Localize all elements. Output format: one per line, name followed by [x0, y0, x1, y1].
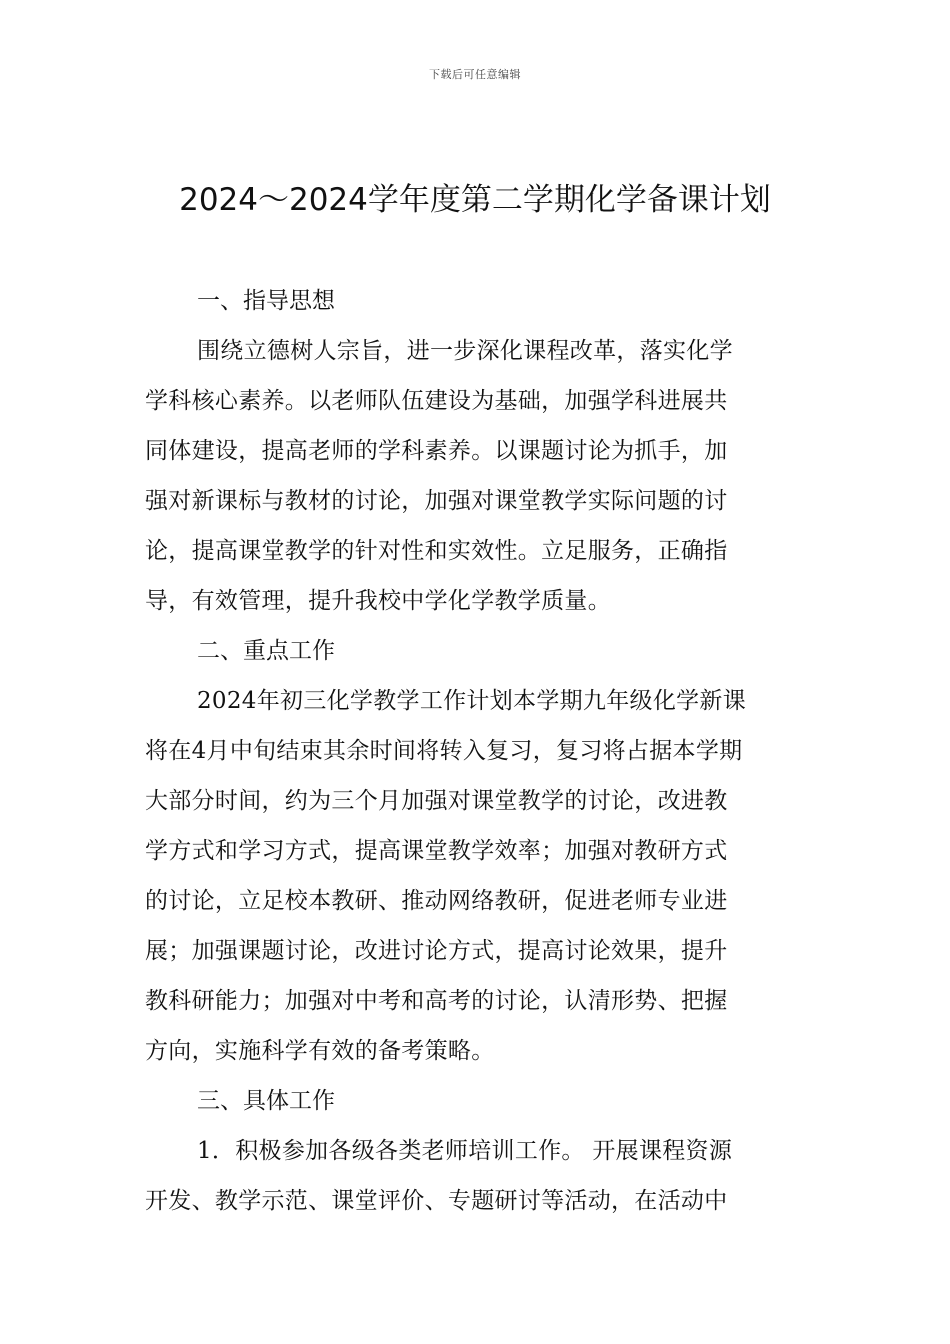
- section-paragraph-2: [145, 676, 810, 1076]
- paragraph-line: 方向，实施科学有效的备考策略。: [145, 1038, 495, 1064]
- section-paragraph-1: [145, 326, 810, 626]
- document-body: [145, 276, 810, 1226]
- paragraph-line: 开发、教学示范、课堂评价、专题研讨等活动，在活动中: [145, 1188, 728, 1214]
- paragraph-line: 同体建设，提高老师的学科素养。以课题讨论为抓手，加: [145, 438, 728, 464]
- paragraph-line: 将在4月中旬结束其余时间将转入复习，复习将占据本学期: [145, 738, 743, 764]
- paragraph-line: 展；加强课题讨论，改进讨论方式，提高讨论效果，提升: [145, 938, 728, 964]
- paragraph-line: 学科核心素养。以老师队伍建设为基础，加强学科进展共: [145, 388, 728, 414]
- paragraph-line: 教科研能力；加强对中考和高考的讨论，认清形势、把握: [145, 988, 728, 1014]
- paragraph-line: 学方式和学习方式，提高课堂教学效率；加强对教研方式: [145, 838, 728, 864]
- paragraph-line: 的讨论，立足校本教研、推动网络教研，促进老师专业进: [145, 888, 728, 914]
- paragraph-line: 大部分时间，约为三个月加强对课堂教学的讨论，改进教: [145, 788, 728, 814]
- section-heading-3: 三、具体工作: [197, 1088, 335, 1114]
- paragraph-line: 1．积极参加各级各类老师培训工作。 开展课程资源: [197, 1138, 733, 1164]
- paragraph-line: 围绕立德树人宗旨，进一步深化课程改革，落实化学: [197, 338, 733, 364]
- paragraph-line: 2024年初三化学教学工作计划本学期九年级化学新课: [197, 688, 747, 714]
- paragraph-line: 强对新课标与教材的讨论，加强对课堂教学实际问题的讨: [145, 488, 728, 514]
- paragraph-line: 论，提高课堂教学的针对性和实效性。立足服务，正确指: [145, 538, 728, 564]
- document-title: 2024～2024学年度第二学期化学备课计划: [179, 182, 771, 218]
- section-heading-2: 二、重点工作: [197, 638, 335, 664]
- header-note: 下载后可任意编辑: [429, 68, 521, 81]
- paragraph-line: 导，有效管理，提升我校中学化学教学质量。: [145, 588, 611, 614]
- section-paragraph-3: [145, 1126, 810, 1226]
- section-heading-1: 一、指导思想: [197, 288, 335, 314]
